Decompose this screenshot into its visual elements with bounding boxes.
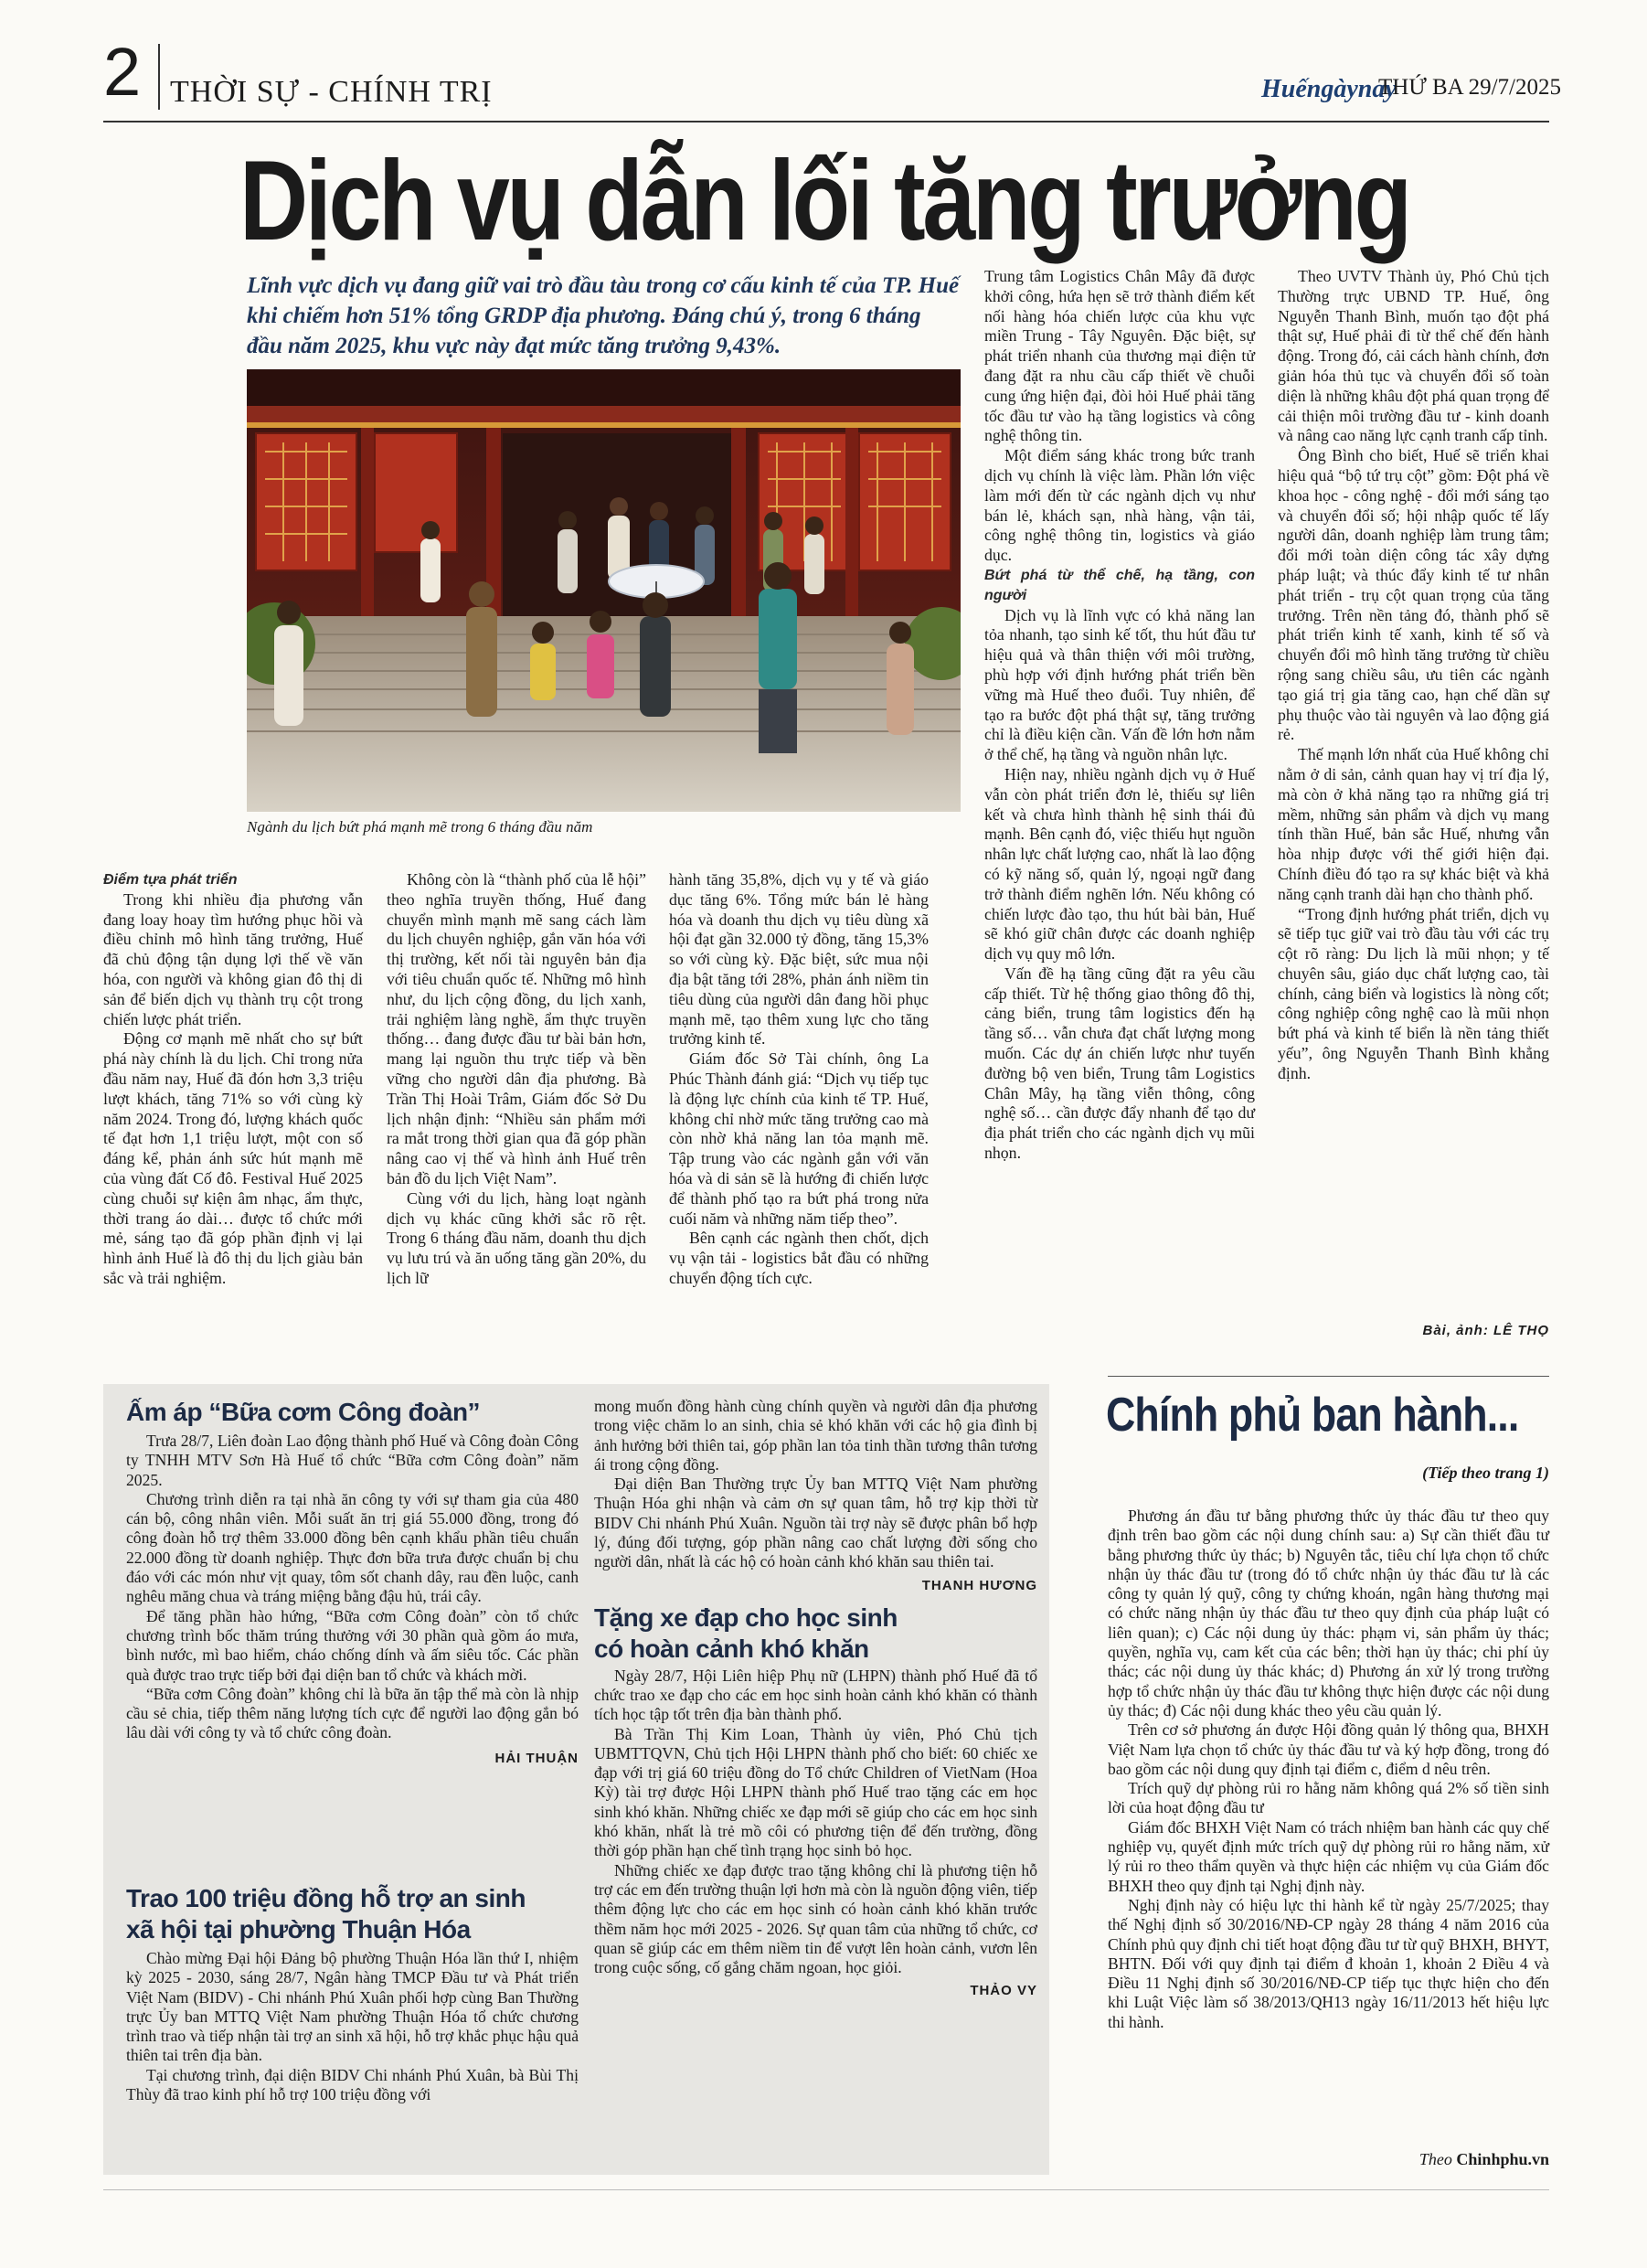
article-column-1 — [103, 870, 363, 1289]
paragraph: Ngày 28/7, Hội Liên hiệp Phụ nữ (LHPN) thành phố Huế đã tổ chức trao xe đạp cho các em học sinh hoàn cảnh khó khăn có thành tích học tập tốt trên địa bàn thành phố. — [594, 1666, 1037, 1724]
brief-union-meal — [126, 1397, 579, 1766]
header-divider — [158, 44, 160, 110]
brief-bidv-support — [126, 1883, 579, 2104]
section-rule — [1108, 1376, 1549, 1377]
paragraph: Động cơ mạnh mẽ nhất cho sự bứt phá này chính là du lịch. Chỉ trong nửa đầu năm nay, Huế đã đón hơn 3,3 triệu lượt khách, tăng 71% so với cùng kỳ năm 2024. Trong đó, lượng khách quốc tế đạt hơn 1,1 triệu lượt, một con số đáng kể, phản ánh sức hút mạnh mẽ của vùng đất Cố đô. Festival Huế 2025 cùng chuỗi sự kiện âm nhạc, ẩm thực, thời trang áo dài… được tổ chức mới mẻ, sáng tạo đã góp phần định vị lại hình ảnh Huế là đô thị du lịch giàu bản sắc và trải nghiệm. — [103, 1029, 363, 1287]
continued-note: (Tiếp theo trang 1) — [1422, 1464, 1549, 1482]
brief-title-line1: Trao 100 triệu đồng hỗ trợ an sinh — [126, 1884, 526, 1912]
brief-right-column — [594, 1397, 1037, 1998]
paragraph: Dịch vụ là lĩnh vực có khả năng lan tỏa nhanh, tạo sinh kế tốt, thu hút đầu tư hiệu quả và thân thiện với môi trường, phù hợp với định hướng phát triển bền vững mà Huế theo đuổi. Tuy nhiên, để tạo ra bước đột phá thật sự, tăng trưởng chỉ là điều kiện cần. Vấn đề lớn hơn nằm ở thể chế, hạ tầng và nguồn nhân lực. — [984, 605, 1255, 764]
article-byline: Bài, ảnh: LÊ THỌ — [1422, 1323, 1549, 1338]
paragraph: Những chiếc xe đạp được trao tặng không chỉ là phương tiện hỗ trợ các em đến trường thuận lợi hơn mà còn là nguồn động viên, tiếp thêm động lực cho các em học sinh có hoàn cảnh khó khăn trước thềm năm học mới 2025 - 2026. Sự quan tâm của những tổ chức, cơ quan sẽ giúp các em thêm niềm tin để vượt lên hoàn cảnh, vươn lên trong cuộc sống, cố gắng chăm ngoan, học giỏi. — [594, 1860, 1037, 1977]
paragraph: Tại chương trình, đại diện BIDV Chi nhánh Phú Xuân, bà Bùi Thị Thùy đã trao kinh phí hỗ trợ 100 triệu đồng với — [126, 2065, 579, 2104]
paragraph: Trong khi nhiều địa phương vẫn đang loay hoay tìm hướng phục hồi và điều chỉnh mô hình tăng trưởng, Huế đã chủ động tận dụng lợi thế về văn hóa, con người và không gian đô thị di sản để biến dịch vụ thành trụ cột trong chiến lược phát triển. — [103, 889, 363, 1028]
brief-title-line2: có hoàn cảnh khó khăn — [594, 1634, 869, 1663]
page-footer-rule — [103, 2189, 1549, 2190]
brief-title-line1: Tặng xe đạp cho học sinh — [594, 1603, 898, 1632]
paragraph: Trung tâm Logistics Chân Mây đã được khởi công, hứa hẹn sẽ trở thành điểm kết nối hàng hóa chiến lược của khu vực miền Trung - Tây Nguyên. Đặc biệt, sự phát triển nhanh của thương mại điện tử đang đặt ra nhu cầu cấp thiết về chuỗi cung ứng hiện đại, đòi hỏi Huế phải tăng tốc đầu tư vào hạ tầng logistics và công nghệ thông tin. — [984, 267, 1255, 445]
paragraph: Đại diện Ban Thường trực Ủy ban MTTQ Việt Nam phường Thuận Hóa ghi nhận và cảm ơn sự quan tâm, hỗ trợ kịp thời từ BIDV Chi nhánh Phú Xuân. Nguồn tài trợ này sẽ được phân bổ hợp lý, đúng đối tượng, góp phần nâng cao chất lượng đời sống cho người dân, nhất là các hộ có hoàn cảnh khó khăn sau thiên tai. — [594, 1475, 1037, 1571]
paragraph: Bà Trần Thị Kim Loan, Thành ủy viên, Phó Chủ tịch UBMTTQVN, Chủ tịch Hội LHPN thành phố cho biết: 60 chiếc xe đạp với trị giá 60 triệu đồng do Tổ chức Children of VietNam (Hoa Kỳ) tài trợ được Hội LHPN thành phố Huế trao tặng các em học sinh khó khăn. Những chiếc xe đạp mới sẽ giúp cho các em học sinh khó khăn, nhất là trẻ mồ côi có phương tiện để đến trường, đồng thời góp phần hạn chế tình trạng học sinh bỏ học. — [594, 1724, 1037, 1860]
photo-caption: Ngành du lịch bứt phá mạnh mẽ trong 6 tháng đầu năm — [247, 818, 593, 836]
newspaper-logo: Huếngàynay — [1261, 75, 1397, 103]
paragraph: Vấn đề hạ tầng cũng đặt ra yêu cầu cấp thiết. Từ hệ thống giao thông đô thị, cảng biển, trung tâm logistics đến hạ tầng số… vẫn chưa đạt chất lượng mong muốn. Các dự án chiến lược như tuyến đường bộ ven biển, Trung tâm Logistics Chân Mây, hạ tầng viễn thông, công nghệ số… cần được đẩy nhanh để tạo dư địa phát triển cho các ngành dịch vụ mũi nhọn. — [984, 964, 1255, 1163]
paragraph: Hiện nay, nhiều ngành dịch vụ ở Huế vẫn còn phát triển đơn lẻ, thiếu sự liên kết và chưa hình thành hệ sinh thái đủ mạnh. Bên cạnh đó, việc thiếu hụt nguồn nhân lực chất lượng cao, nhất là lao động có kỹ năng số, quản lý, ngoại ngữ đang trở thành điểm nghẽn lớn. Nếu không có chiến lược đào tạo, thu hút bài bản, Huế sẽ khó giữ chân được các doanh nghiệp dịch vụ quy mô lớn. — [984, 764, 1255, 964]
paragraph: Một điểm sáng khác trong bức tranh dịch vụ chính là việc làm. Phần lớn việc làm mới đến từ các ngành dịch vụ như bán lẻ, khách sạn, nhà hàng, vận tải, công nghệ thông tin, logistics và giáo dục. — [984, 446, 1255, 565]
paragraph: Ông Bình cho biết, Huế sẽ triển khai hiệu quả “bộ tứ trụ cột” gồm: Đột phá về khoa học - công nghệ - đổi mới sáng tạo và chuyển đổi số; hội nhập quốc tế lấy người dân, doanh nghiệp làm trung tâm; đổi mới toàn diện công tác xây dựng pháp luật; và thúc đẩy kinh tế tư nhân phát triển - trụ cột quan trọng của tăng trưởng. Trên nền tảng đó, thành phố sẽ phát triển kinh tế xanh, kinh tế số và chuyển đổi mô hình tăng trưởng từ chiều rộng sang chiều sâu, ưu tiên các ngành tạo giá trị gia tăng cao, hạn chế dần sự phụ thuộc vào tài nguyên và lao động giá rẻ. — [1278, 446, 1549, 744]
section-title: THỜI SỰ - CHÍNH TRỊ — [170, 75, 493, 109]
article-photo — [247, 369, 961, 812]
subheading: Bứt phá từ thể chế, hạ tầng, con người — [984, 567, 1255, 603]
paragraph: Bên cạnh các ngành then chốt, dịch vụ vận tải - logistics bắt đầu có những chuyển động tích cực. — [669, 1229, 929, 1287]
paragraph: “Trong định hướng phát triển, dịch vụ sẽ tiếp tục giữ vai trò đầu tàu với các trụ cột rõ ràng: Du lịch là mũi nhọn; y tế chuyên sâu, giáo dục chất lượng cao, tài chính, cảng biển và logistics là nòng cốt; công nghiệp công nghệ cao là mũi nhọn bứt phá và kinh tế biển là nền tảng thiết yếu”, ông Nguyễn Thanh Bình khẳng định. — [1278, 904, 1549, 1082]
paragraph: mong muốn đồng hành cùng chính quyền và người dân địa phương trong việc chăm lo an sinh, chia sẻ khó khăn với các hộ gia đình bị ảnh hưởng bởi thiên tai, góp phần lan tỏa tinh thần tương thân tương ái trong cộng đồng. — [594, 1397, 1037, 1474]
paragraph: Trưa 28/7, Liên đoàn Lao động thành phố Huế và Công đoàn Công ty TNHH MTV Sơn Hà Huế tổ chức “Bữa cơm Công đoàn” năm 2025. — [126, 1432, 579, 1489]
brief-byline: THANH HƯƠNG — [921, 1577, 1037, 1593]
paragraph: Chương trình diễn ra tại nhà ăn công ty với sự tham gia của 480 cán bộ, công nhân viên. Mỗi suất ăn trị giá 55.000 đồng, trong đó công đoàn hỗ trợ thêm 33.000 đồng bên cạnh khẩu phần tiêu chuẩn 22.000 đồng từ doanh nghiệp. Thực đơn bữa trưa được chuẩn bị chu đáo với các món như vịt quay, tôm sốt chanh dây, rau đền luộc, canh nghêu măng chua và tráng miệng bằng đậu hủ, trái cây. — [126, 1489, 579, 1606]
paragraph: “Bữa cơm Công đoàn” không chỉ là bữa ăn tập thể mà còn là nhịp cầu sẻ chia, tiếp thêm năng lượng tích cực để người lao động gắn bó lâu dài với công ty và tổ chức công đoàn. — [126, 1684, 579, 1742]
source-line — [1108, 2150, 1549, 2169]
article-lead: Lĩnh vực dịch vụ đang giữ vai trò đầu tàu trong cơ cấu kinh tế của TP. Huế khi chiếm hơn 51% tổng GRDP địa phương. Đáng chú ý, trong 6 tháng đầu năm 2025, khu vực này đạt mức tăng trưởng 9,43%. — [247, 273, 960, 358]
page-number: 2 — [103, 34, 142, 110]
paragraph: Không còn là “thành phố của lễ hội” theo nghĩa truyền thống, Huế đang chuyển mình mạnh mẽ sang cách làm du lịch chuyên nghiệp, gắn văn hóa với thị trường, kết nối tài nguyên bản địa với tiêu chuẩn quốc tế. Những mô hình như, du lịch cộng đồng, du lịch xanh, trải nghiệm làng nghề, ẩm thực truyền thống… đang được đầu tư bài bản hơn, mang lại nguồn thu trực tiếp và bền vững cho người dân địa phương. Bà Trần Thị Hoài Trâm, Giám đốc Sở Du lịch nhận định: “Nhiều sản phẩm mới ra mắt trong thời gian qua đã góp phần nâng cao vị thế và hình ảnh Huế trên bản đồ du lịch Việt Nam”. — [387, 870, 646, 1187]
source-name: Chinhphu.vn — [1456, 2150, 1549, 2168]
article-headline: Dịch vụ dẫn lối tăng trưởng — [239, 138, 1409, 264]
paragraph: Chào mừng Đại hội Đảng bộ phường Thuận Hóa lần thứ I, nhiệm kỳ 2025 - 2030, sáng 28/7, Ngân hàng TMCP Đầu tư và Phát triển Việt Nam (BIDV) - Chi nhánh Phú Xuân phối hợp cùng Ban Thường trực Ủy ban MTTQ Việt Nam phường Thuận Hóa tổ chức chương trình trao và tiếp nhận tài trợ an sinh xã hội, hỗ trợ khắc phục hậu quả thiên tai trên địa bàn. — [126, 1949, 579, 2065]
paragraph: hành tăng 35,8%, dịch vụ y tế và giáo dục tăng 6%. Tổng mức bán lẻ hàng hóa và doanh thu dịch vụ tiêu dùng xã hội đạt gần 32.000 tỷ đồng, tăng 15,3% so với cùng kỳ. Đặc biệt, sức mua nội địa bật tăng tới 28%, phản ánh niềm tin tiêu dùng của người dân đang hồi phục mạnh mẽ, tạo thêm xung lực cho tăng trưởng kinh tế. — [669, 870, 929, 1049]
brief-byline: THẢO VY — [970, 1983, 1037, 1999]
paragraph: Nghị định này có hiệu lực thi hành kể từ ngày 25/7/2025; thay thế Nghị định số 30/2016/NĐ-CP ngày 28 tháng 4 năm 2016 của Chính phủ quy định chi tiết hoạt động đầu tư từ quỹ BHXH, BHYT, BHTN. Đối với quy định tại điểm đ khoản 1, khoản 2 Điều 4 và Điều 11 Nghị định số 30/2016/NĐ-CP tiếp tục thực hiện cho đến khi Luật Việc làm số 38/2013/QH13 ngày 16/11/2013 hết hiệu lực thi hành. — [1108, 1895, 1549, 2031]
brief-title-line2: xã hội tại phường Thuận Hóa — [126, 1915, 471, 1943]
paragraph: Thế mạnh lớn nhất của Huế không chỉ nằm ở di sản, cảnh quan hay vị trí địa lý, mà còn ở khả năng tạo ra những giá trị mềm, những sản phẩm và dịch vụ mang tính thần Huế, bản sắc Huế, nhưng vẫn hòa nhịp được với thế giới hiện đại. Chính điều đó tạo ra sự khác biệt và khả năng cạnh tranh dài hạn cho thành phố. — [1278, 745, 1549, 903]
source-label: Theo — [1419, 2150, 1452, 2168]
paragraph: Phương án đầu tư bằng phương thức ủy thác đầu tư theo quy định trên bao gồm các nội dung chính sau: a) Sự cần thiết đầu tư bằng phương thức ủy thác; b) Nguyên tắc, tiêu chí lựa chọn tổ chức nhận ủy thác đầu tư (trong đó tổ chức nhận ủy thác đầu tư là các công ty quản lý quỹ, công ty chứng khoán, ngân hàng thương mại có chức năng nhận ủy thác đầu tư theo quy định của pháp luật có liên quan); c) Các nội dung ủy thác: phạm vi, sản phẩm ủy thác; quyền, nghĩa vụ, cam kết của các bên; thời hạn ủy thác; chi phí ủy thác; các nội dung ủy thác khác; d) Phương án xử lý trong trường hợp tổ chức nhận ủy thác đầu tư không thực hiện được các nội dung ủy thác; đ) Các nội dung khác theo yêu cầu quản lý. — [1108, 1507, 1549, 1720]
paragraph: Cùng với du lịch, hàng loạt ngành dịch vụ khác cũng khởi sắc rõ rệt. Trong 6 tháng đầu năm, doanh thu dịch vụ lưu trú và ăn uống tăng gần 20%, du lịch lữ — [387, 1188, 646, 1287]
article-column-3 — [669, 870, 929, 1289]
continued-article-body — [1108, 1507, 1549, 2032]
paragraph: Theo UVTV Thành ủy, Phó Chủ tịch Thường trực UBND TP. Huế, ông Nguyễn Thanh Bình, muốn tạo đột phá thật sự, Huế phải đi từ thể chế đến hành động. Trong đó, cải cách hành chính, đơn giản hóa thủ tục và chuyển đổi số toàn diện là những khâu đột phá quan trọng để cải thiện môi trường đầu tư - kinh doanh và nâng cao năng lực cạnh tranh cấp tỉnh. — [1278, 267, 1549, 445]
brief-byline: HẢI THUẬN — [494, 1750, 579, 1766]
paragraph: Giám đốc Sở Tài chính, ông La Phúc Thành đánh giá: “Dịch vụ tiếp tục là động lực chính của kinh tế TP. Huế, không chỉ nhờ mức tăng trưởng cao mà còn nhờ khả năng lan tỏa mạnh mẽ. Tập trung vào các ngành gắn với văn hóa và di sản sẽ là hướng đi chiến lược để thành phố tạo ra bứt phá trong nửa cuối năm và những năm tiếp theo”. — [669, 1049, 929, 1228]
header-rule — [103, 121, 1549, 122]
continued-article-title: Chính phủ ban hành... — [1106, 1389, 1519, 1442]
brief-title: Ấm áp “Bữa cơm Công đoàn” — [126, 1398, 481, 1426]
article-column-4 — [984, 267, 1255, 1164]
paragraph: Giám đốc BHXH Việt Nam có trách nhiệm ban hành các quy chế nghiệp vụ, quyết định mức trích quỹ dự phòng rủi ro hằng năm, xử lý rủi ro theo thẩm quyền và thực hiện các nhiệm vụ của Giám đốc BHXH theo quy định tại Nghị định này. — [1108, 1817, 1549, 1895]
article-column-2 — [387, 870, 646, 1289]
paragraph: Để tăng phần hào hứng, “Bữa cơm Công đoàn” còn tổ chức chương trình bốc thăm trúng thưởng với 30 phần quà gồm áo mưa, bình nước, mì bao hiểm, cháo chống dính và ấm siêu tốc. Các phần quà được trao trực tiếp bởi đại diện ban tổ chức và khách mời. — [126, 1606, 579, 1684]
paragraph: Trích quỹ dự phòng rủi ro hằng năm không quá 2% số tiền sinh lời của hoạt động đầu tư — [1108, 1779, 1549, 1817]
article-column-5 — [1278, 267, 1549, 1084]
issue-date: THỨ BA 29/7/2025 — [1378, 75, 1561, 100]
paragraph: Trên cơ sở phương án được Hội đồng quản lý thông qua, BHXH Việt Nam lựa chọn tổ chức ủy thác đầu tư và ký hợp đồng, trong đó bao gồm các nội dung quy định tại điểm c, điểm d nêu trên. — [1108, 1720, 1549, 1778]
subheading: Điểm tựa phát triển — [103, 872, 238, 888]
